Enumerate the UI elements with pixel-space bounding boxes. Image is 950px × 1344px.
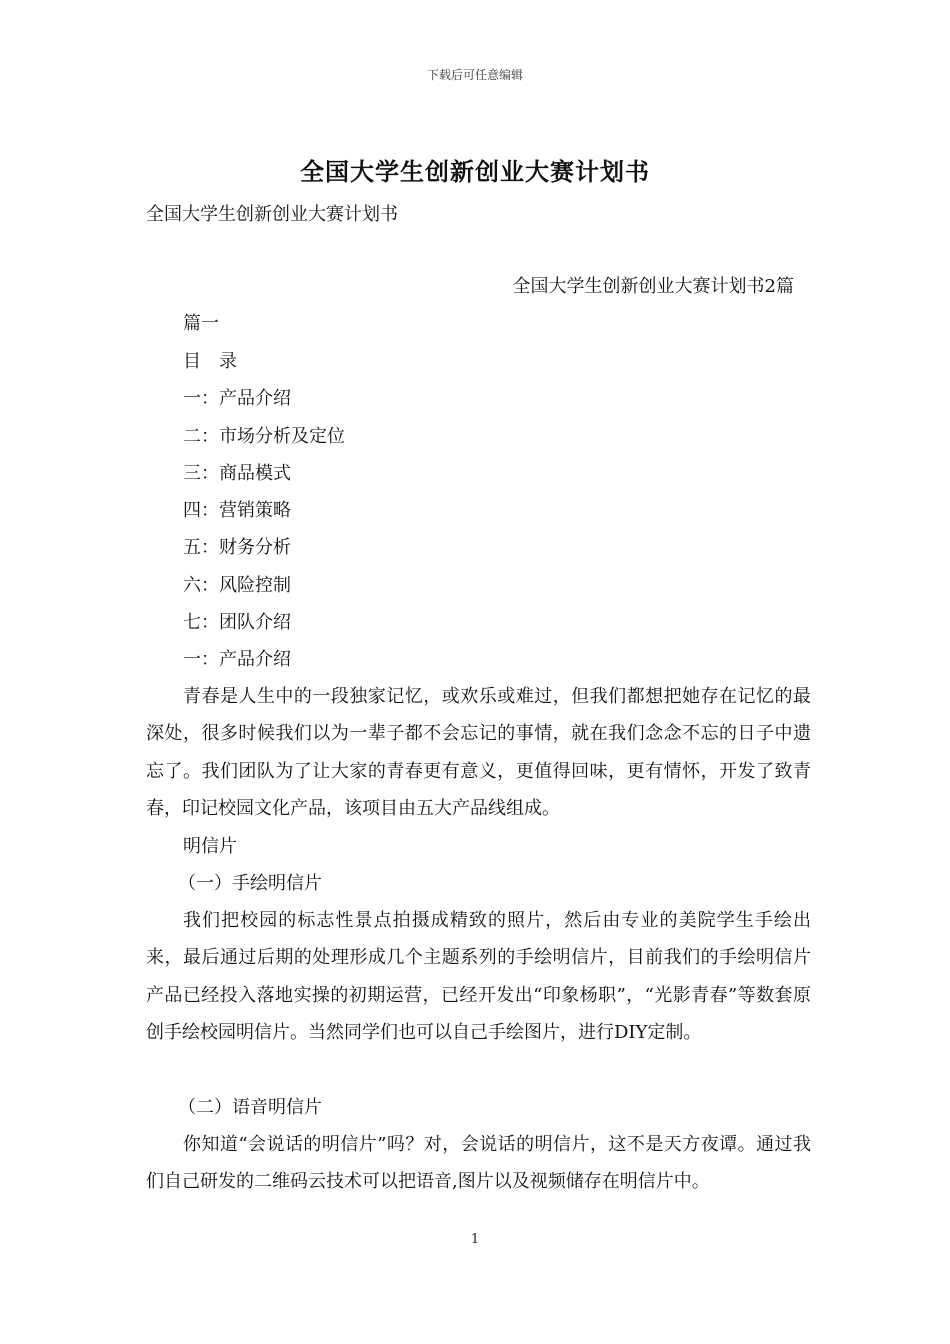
header-note: 下载后可任意编辑 (426, 68, 523, 82)
subsection-heading: （一）手绘明信片 (178, 873, 322, 894)
toc-item: 四：营销策略 (183, 500, 291, 521)
page-number: 1 (470, 1232, 480, 1247)
section-heading: 一：产品介绍 (183, 649, 291, 670)
document-title: 全国大学生创新创业大赛计划书 (300, 157, 650, 186)
toc-item: 六：风险控制 (183, 575, 291, 596)
body-paragraph: 我们把校园的标志性景点拍摄成精致的照片，然后由专业的美院学生手绘出来，最后通过后期的处理形成几个主题系列的手绘明信片，目前我们的手绘明信片产品已经投入落地实操的初期运营，已经开发出“印象杨职”，“光影青春”等数套原创手绘校园明信片。当然同学们也可以自己手绘图片，进行DIY定制。 (146, 910, 811, 1044)
toc-item: 五：财务分析 (183, 537, 291, 558)
right-aligned-heading: 全国大学生创新创业大赛计划书2篇 (512, 276, 794, 297)
subsection-heading: 明信片 (183, 836, 237, 857)
body-paragraph: 你知道“会说话的明信片”吗？对，会说话的明信片，这不是天方夜谭。通过我们自己研发的二维码云技术可以把语音,图片以及视频储存在明信片中。 (146, 1134, 811, 1193)
toc-item: 七：团队介绍 (183, 612, 291, 633)
body-paragraph: 青春是人生中的一段独家记忆，或欢乐或难过，但我们都想把她存在记忆的最深处，很多时候我们以为一辈子都不会忘记的事情，就在我们念念不忘的日子中遗忘了。我们团队为了让大家的青春更有意义，更值得回味，更有情怀，开发了致青春，印记校园文化产品，该项目由五大产品线组成。 (146, 686, 811, 820)
toc-heading: 目 录 (183, 351, 237, 372)
section-label: 篇一 (183, 313, 219, 334)
toc-item: 一：产品介绍 (183, 388, 291, 409)
document-subtitle: 全国大学生创新创业大赛计划书 (146, 204, 398, 225)
toc-item: 二：市场分析及定位 (183, 426, 345, 447)
toc-item: 三：商品模式 (183, 463, 291, 484)
subsection-heading: （二）语音明信片 (178, 1097, 322, 1118)
